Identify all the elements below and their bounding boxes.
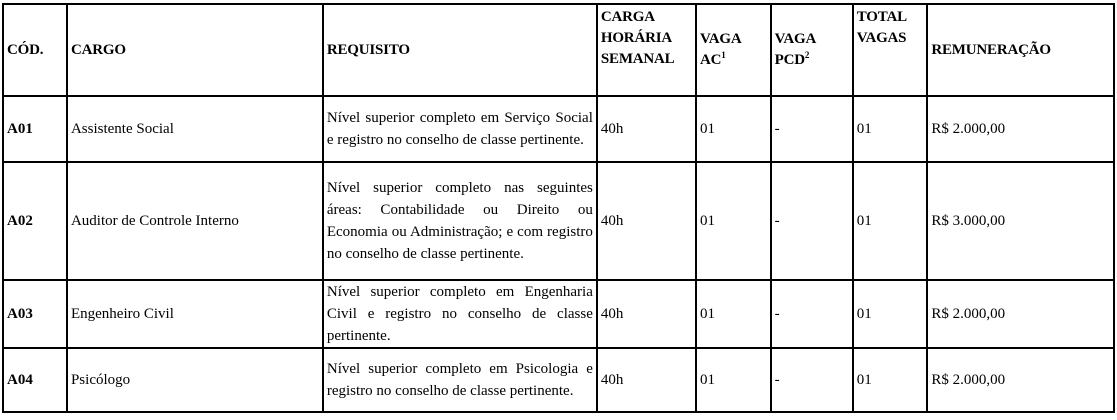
cell-vaga-pcd: -	[771, 162, 853, 280]
cell-carga-horaria: 40h	[597, 280, 696, 348]
header-requisito: REQUISITO	[323, 4, 597, 96]
cell-carga-horaria: 40h	[597, 162, 696, 280]
cell-remuneracao: R$ 2.000,00	[927, 348, 1114, 412]
cell-remuneracao: R$ 2.000,00	[927, 96, 1114, 162]
cell-total-vagas: 01	[853, 348, 928, 412]
table-row	[3, 162, 1114, 280]
header-remuneracao: REMUNERAÇÃO	[927, 4, 1114, 96]
cell-cargo: Auditor de Controle Interno	[67, 162, 323, 280]
cell-vaga-pcd: -	[771, 280, 853, 348]
cell-total-vagas: 01	[853, 96, 928, 162]
cell-carga-horaria: 40h	[597, 348, 696, 412]
cell-vaga-pcd: -	[771, 96, 853, 162]
cell-carga-horaria: 40h	[597, 96, 696, 162]
header-carga-horaria: CARGA HORÁRIA SEMANAL	[597, 4, 696, 96]
header-vaga-ac-label: VAGA AC	[700, 31, 741, 68]
table-row	[3, 348, 1114, 412]
cell-cod: A03	[3, 280, 67, 348]
header-cod: CÓD.	[3, 4, 67, 96]
table-row	[3, 96, 1114, 162]
cell-vaga-ac: 01	[696, 162, 771, 280]
positions-table	[2, 3, 1115, 413]
header-vaga-ac	[696, 4, 771, 96]
header-total-vagas: TOTAL VAGAS	[853, 4, 928, 96]
cell-total-vagas: 01	[853, 162, 928, 280]
cell-requisito: Nível superior completo em Psicologia e registro no conselho de classe pertinente.	[323, 348, 597, 412]
page-divider	[2, 411, 62, 413]
header-vaga-pcd-label: VAGA PCD	[774, 31, 816, 68]
table-header-row	[3, 4, 1114, 96]
cell-vaga-ac: 01	[696, 96, 771, 162]
cell-requisito: Nível superior completo nas seguintes áreas: Contabilidade ou Direito ou Economia ou Administração; e com registro no conselho de classe pertinente.	[323, 162, 597, 280]
table-row	[3, 280, 1114, 348]
cell-vaga-ac: 01	[696, 280, 771, 348]
cell-cargo: Psicólogo	[67, 348, 323, 412]
cell-cargo: Engenheiro Civil	[67, 280, 323, 348]
header-vaga-pcd-footnote: 2	[804, 50, 810, 60]
header-cargo: CARGO	[67, 4, 323, 96]
cell-requisito: Nível superior completo em Engenharia Civil e registro no conselho de classe pertinente.	[323, 280, 597, 348]
cell-cod: A01	[3, 96, 67, 162]
cell-cargo: Assistente Social	[67, 96, 323, 162]
header-vaga-ac-footnote: 1	[721, 50, 726, 60]
cell-remuneracao: R$ 3.000,00	[927, 162, 1114, 280]
cell-cod: A02	[3, 162, 67, 280]
cell-cod: A04	[3, 348, 67, 412]
cell-vaga-pcd: -	[771, 348, 853, 412]
cell-total-vagas: 01	[853, 280, 928, 348]
cell-vaga-ac: 01	[696, 348, 771, 412]
cell-remuneracao: R$ 2.000,00	[927, 280, 1114, 348]
header-vaga-pcd	[771, 4, 853, 96]
cell-requisito: Nível superior completo em Serviço Social e registro no conselho de classe pertinente.	[323, 96, 597, 162]
